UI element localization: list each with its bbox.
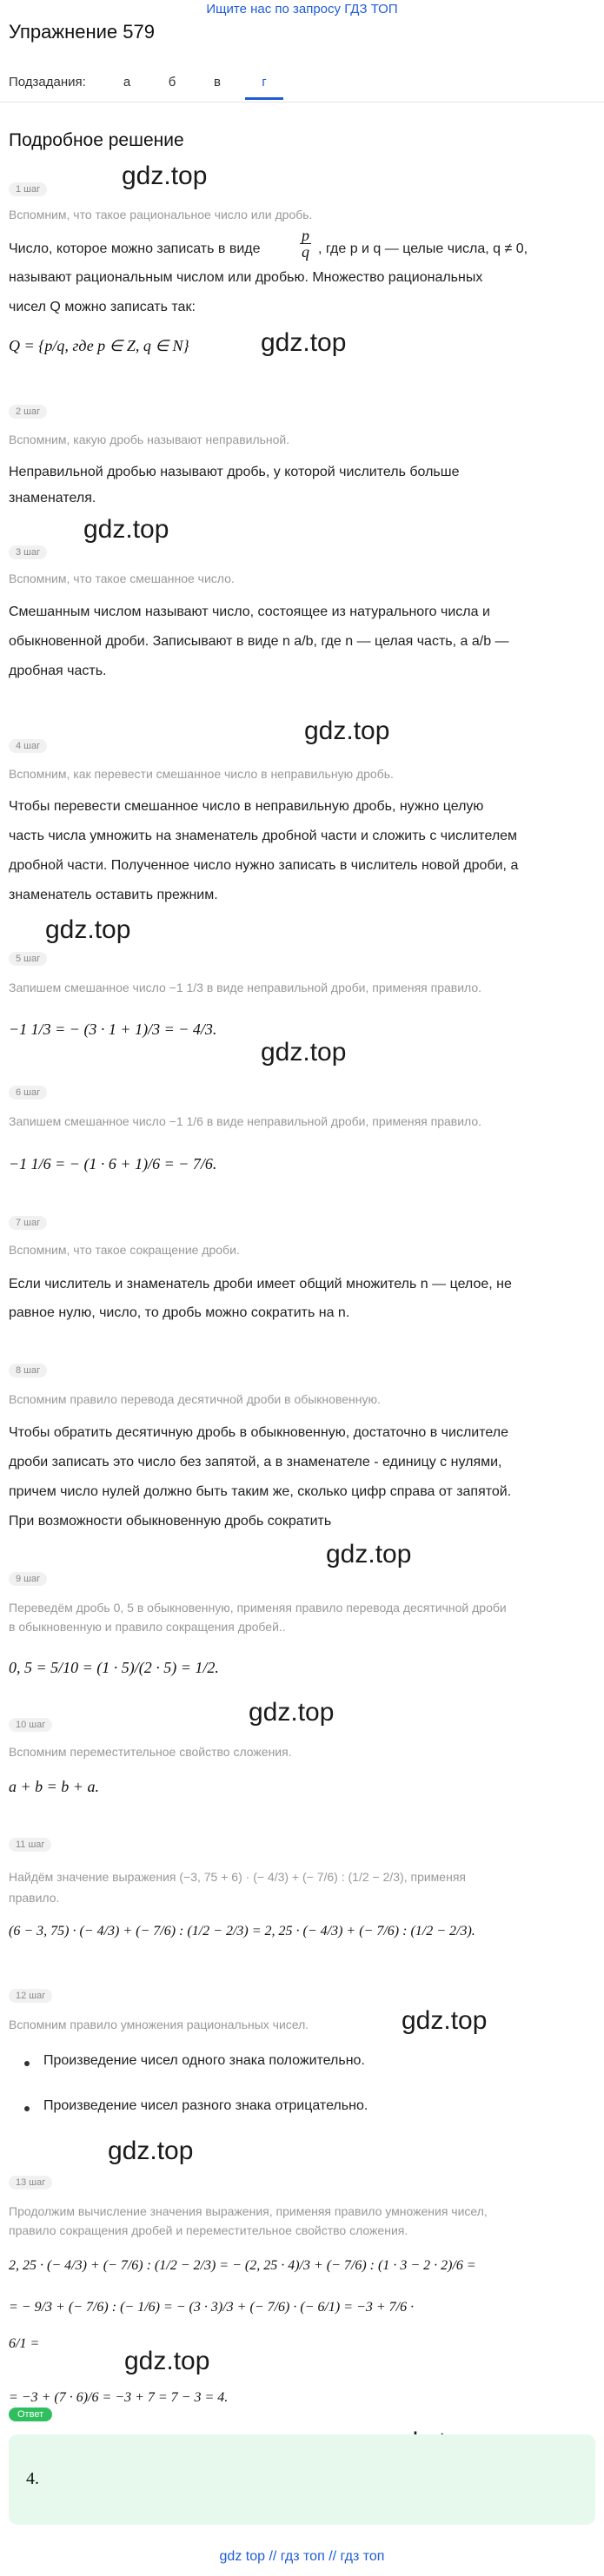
step-label: 13 шаг [9, 2176, 52, 2190]
watermark: gdz.top [124, 2347, 210, 2375]
watermark: gdz.top [261, 1038, 347, 1067]
watermark: gdz.top [249, 1698, 335, 1727]
step-text: дробная часть. [9, 664, 107, 678]
step-label: 11 шаг [9, 1838, 51, 1852]
step-text: Число, которое можно записать в виде [9, 241, 261, 256]
step-hint: Вспомним переместительное свойство сложения. [9, 1745, 292, 1759]
subtask-tab-v[interactable]: в [214, 75, 221, 89]
formula: 6/1 = [9, 2336, 40, 2351]
step-label: 5 шаг [9, 952, 47, 966]
formula: 2, 25 · (− 4/3) + (− 7/6) : (1/2 − 2/3) = − (2, 25 · 4)/3 + (− 7/6) : (1 · 3 − 2 · 2)/6 = [9, 2258, 476, 2273]
step-text: равное нулю, число, то дробь можно сократить на n. [9, 1305, 350, 1320]
top-banner[interactable]: Ищите нас по запросу ГДЗ ТОП [206, 2, 398, 17]
subtasks-label: Подзадания: [9, 75, 86, 89]
step-label: 8 шаг [9, 1364, 47, 1377]
step-text: знаменатель оставить прежним. [9, 888, 218, 902]
step-text: Смешанным числом называют число, состоящее из натурального числа и [9, 604, 490, 619]
step-label: 2 шаг [9, 405, 47, 419]
subtask-tab-g[interactable]: г [262, 75, 267, 89]
answer-label: Ответ [9, 2408, 52, 2421]
step-text: часть числа умножить на знаменатель дробной части и сложить с числителем [9, 829, 518, 843]
subtask-tab-a[interactable]: а [123, 75, 131, 89]
watermark: gdz.top [261, 328, 347, 357]
bullet-item: Произведение чисел одного знака положительно. [43, 2053, 365, 2068]
step-text: обыкновенной дроби. Записывают в виде n a/b, где n — целая часть, a a/b — [9, 634, 509, 649]
subtask-tab-b[interactable]: б [168, 75, 176, 89]
step-text: Если числитель и знаменатель дроби имеет общий множитель n — целое, не [9, 1277, 512, 1291]
step-hint: Вспомним, что такое сокращение дроби. [9, 1243, 240, 1257]
answer-value: 4. [26, 2469, 39, 2488]
step-label: 12 шаг [9, 1989, 52, 2003]
step-label: 1 шаг [9, 182, 47, 196]
step-text: , где p и q — целые числа, q ≠ 0, [318, 241, 528, 256]
step-label: 4 шаг [9, 739, 47, 753]
step-label: 3 шаг [9, 545, 47, 559]
step-text: дробной части. Полученное число нужно записать в числитель новой дроби, а [9, 858, 519, 873]
step-hint: Вспомним, как перевести смешанное число в неправильную дробь. [9, 767, 394, 781]
step-hint: Запишем смешанное число −1 1/6 в виде неправильной дроби, применяя правило. [9, 1114, 482, 1128]
step-text: чисел Q можно записать так: [9, 300, 196, 314]
watermark: gdz.top [83, 515, 169, 544]
formula: 0, 5 = 5/10 = (1 · 5)/(2 · 5) = 1/2. [9, 1659, 219, 1676]
step-hint: Вспомним правило перевода десятичной дроби в обыкновенную. [9, 1392, 381, 1406]
formula: a + b = b + a. [9, 1778, 99, 1795]
step-text: Чтобы обратить десятичную дробь в обыкновенную, достаточно в числителе [9, 1425, 508, 1440]
step-hint: правило сокращения дробей и переместительное свойство сложения. [9, 2223, 408, 2237]
bullet-dot [24, 2106, 30, 2111]
step-hint: Вспомним, что такое смешанное число. [9, 571, 235, 585]
formula: = −3 + (7 · 6)/6 = −3 + 7 = 7 − 3 = 4. [9, 2390, 229, 2405]
page-title: Упражнение 579 [9, 21, 155, 43]
step-text: дроби записать это число без запятой, а в знаменателе - единицу с нулями, [9, 1455, 502, 1470]
step-hint: Вспомним правило умножения рациональных чисел. [9, 2018, 309, 2031]
formula: −1 1/6 = − (1 · 6 + 1)/6 = − 7/6. [9, 1155, 217, 1172]
step-text: При возможности обыкновенную дробь сократить [9, 1514, 332, 1529]
step-text: называют рациональным числом или дробью. Множество рациональных [9, 270, 483, 285]
step-hint: в обыкновенную и правило сокращения дробей.. [9, 1620, 286, 1634]
watermark: gdz.top [304, 717, 390, 745]
formula: Q = {p/q, где p ∈ Z, q ∈ N} [9, 337, 189, 354]
answer-box [9, 2434, 595, 2525]
section-title: Подробное решение [9, 130, 184, 150]
step-label: 10 шаг [9, 1718, 52, 1732]
step-hint: Переведём дробь 0, 5 в обыкновенную, применяя правило перевода десятичной дроби [9, 1601, 507, 1615]
watermark: gdz.top [45, 915, 131, 944]
step-hint: Продолжим вычисление значения выражения, применяя правило умножения чисел, [9, 2204, 488, 2218]
step-text: причем число нулей должно быть таким же, сколько цифр справа от запятой. [9, 1484, 512, 1499]
step-hint: Найдём значение выражения (−3, 75 + 6) · (− 4/3) + (− 7/6) : (1/2 − 2/3), применяя [9, 1870, 466, 1884]
formula: −1 1/3 = − (3 · 1 + 1)/3 = − 4/3. [9, 1020, 217, 1038]
step-text: Неправильной дробью называют дробь, у которой числитель больше знаменателя. [9, 465, 460, 505]
step-hint: Вспомним, какую дробь называют неправильной. [9, 433, 290, 446]
step-label: 9 шаг [9, 1572, 47, 1586]
watermark: gdz.top [402, 2006, 488, 2035]
step-hint: правило. [9, 1891, 60, 1905]
step-hint: Вспомним, что такое рациональное число или дробь. [9, 208, 313, 221]
bullet-item: Произведение чисел разного знака отрицательно. [43, 2098, 368, 2113]
step-label: 7 шаг [9, 1216, 47, 1230]
watermark: gdz.top [326, 1540, 412, 1569]
step-text: Чтобы перевести смешанное число в неправильную дробь, нужно целую [9, 799, 484, 814]
fraction-p-q: $\frac{p}{q}$ [302, 227, 309, 261]
footer-links[interactable]: gdz top // гдз топ // гдз топ [219, 2549, 385, 2564]
step-label: 6 шаг [9, 1086, 47, 1100]
bullet-dot [24, 2061, 30, 2066]
formula: = − 9/3 + (− 7/6) : (− 1/6) = − (3 · 3)/3 + (− 7/6) · (− 6/1) = −3 + 7/6 · [9, 2300, 415, 2315]
watermark: gdz.top [108, 2137, 194, 2165]
formula: (6 − 3, 75) · (− 4/3) + (− 7/6) : (1/2 − 2/3) = 2, 25 · (− 4/3) + (− 7/6) : (1/2 − 2/3). [9, 1924, 475, 1939]
step-hint: Запишем смешанное число −1 1/3 в виде неправильной дроби, применяя правило. [9, 981, 482, 994]
active-tab-indicator [245, 97, 283, 100]
watermark: gdz.top [122, 162, 208, 190]
